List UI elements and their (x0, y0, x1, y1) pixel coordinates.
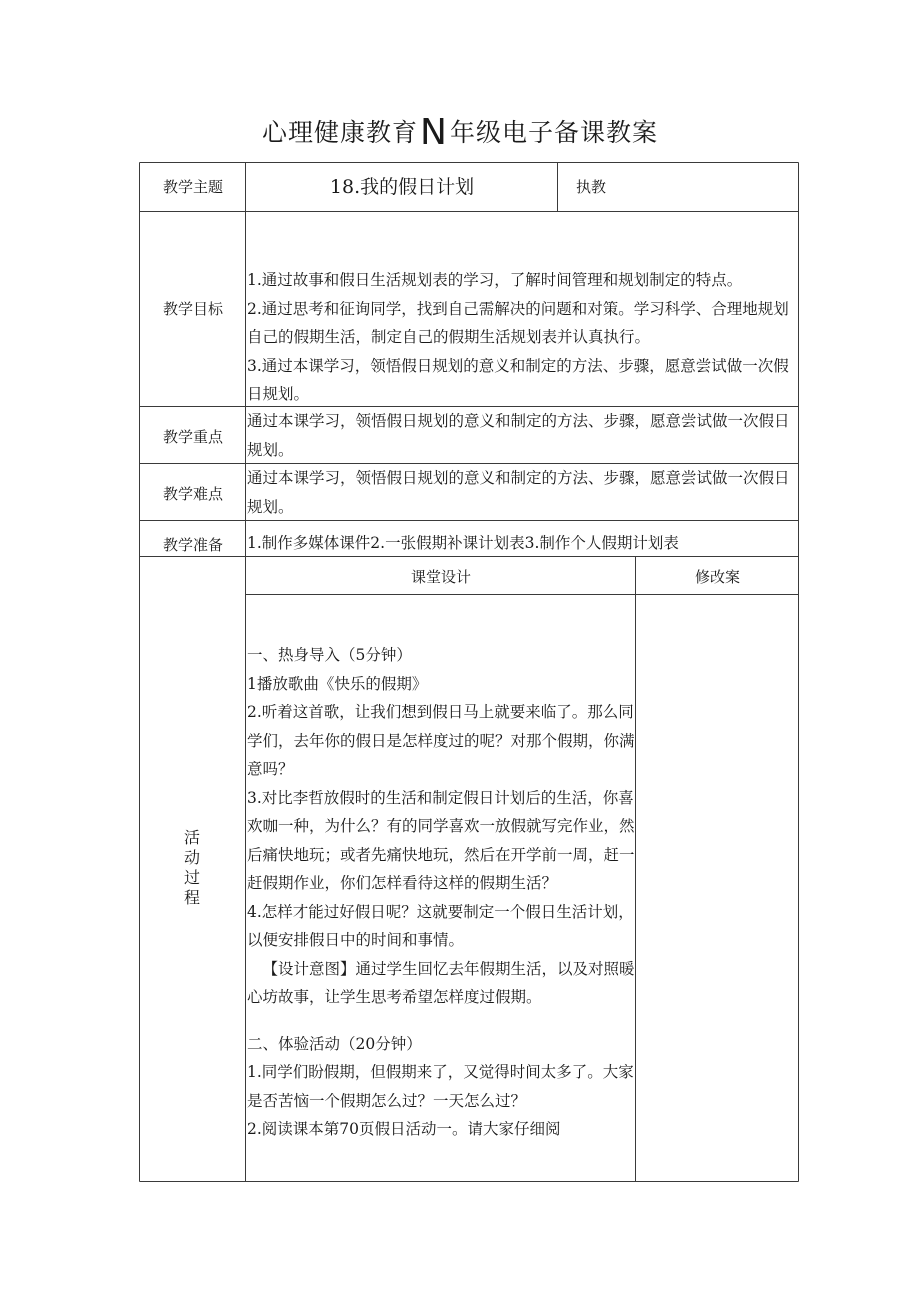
design-header: 课堂设计 (410, 568, 471, 586)
process-content (247, 641, 637, 1144)
goals-label: 教学目标 (162, 300, 223, 318)
prep-text: 1.制作多媒体课件2.一张假期补课计划表3.制作个人假期计划表 (247, 534, 679, 552)
section-2-item-2: 2.阅读课本第70页假日活动一。请大家仔细阅 (247, 1120, 561, 1138)
section-1-item-4: 4.怎样才能过好假日呢？这就要制定一个假日生活计划，以便安排假日中的时间和事情。 (247, 902, 634, 949)
key-text: 通过本课学习，领悟假日规划的意义和制定的方法、步骤，愿意尝试做一次假日规划。 (247, 412, 790, 459)
section-1-item-1: 1播放歌曲《快乐的假期》 (247, 674, 428, 693)
key-label: 教学重点 (162, 428, 223, 446)
topic-value: 18.我的假日计划 (329, 176, 475, 198)
section-2-title: 二、体验活动（20分钟） (247, 1034, 422, 1053)
title-after: 年级电子备课教案 (449, 118, 658, 147)
title-before: 心理健康教育 (262, 118, 419, 147)
section-1-item-2: 2.听着这首歌，让我们想到假日马上就要来临了。那么同学们，去年你的假日是怎样度过的呢？对那个假期，你满意吗？ (247, 703, 635, 778)
section-2-item-1: 1.同学们盼假期，但假期来了，又觉得时间太多了。大家是否苦恼一个假期怎么过？一天怎么过？ (247, 1063, 634, 1110)
section-1-item-3: 3.对比李哲放假时的生活和制定假日计划后的生活，你喜欢咖一种，为什么？有的同学喜欢一放假就写完作业，然后痛快地玩；或者先痛快地玩，然后在开学前一周，赶一赶假期作业，你们怎样看待这样的假期生活？ (247, 788, 635, 892)
topic-label: 教学主题 (162, 178, 223, 196)
teacher-label: 执教 (576, 178, 607, 196)
section-spacer (247, 1012, 637, 1030)
title-grade-mark: N (420, 112, 448, 153)
prep-label: 教学准备 (162, 536, 223, 554)
goal-2: 2.通过思考和征询同学，找到自己需解决的问题和对策。学习科学、合理地规划自己的假期生活，制定自己的假期生活规划表并认真执行。 (247, 299, 789, 346)
goal-1: 1.通过故事和假日生活规划表的学习，了解时间管理和规划制定的特点。 (247, 271, 743, 289)
section-1-title: 一、热身导入（5分钟） (247, 646, 412, 664)
process-label: 活动过程 (183, 828, 200, 907)
section-1-intent: 【设计意图】通过学生回忆去年假期生活，以及对照暖心坊故事，让学生思考希望怎样度过假期。 (247, 959, 635, 1006)
difficulty-text: 通过本课学习，领悟假日规划的意义和制定的方法、步骤，愿意尝试做一次假日规划。 (247, 469, 790, 516)
difficulty-label: 教学难点 (162, 485, 223, 503)
goal-3: 3.通过本课学习，领悟假日规划的意义和制定的方法、步骤，愿意尝试做一次假日规划。 (247, 356, 789, 403)
goals-text (247, 266, 799, 409)
revise-header: 修改案 (694, 568, 740, 586)
